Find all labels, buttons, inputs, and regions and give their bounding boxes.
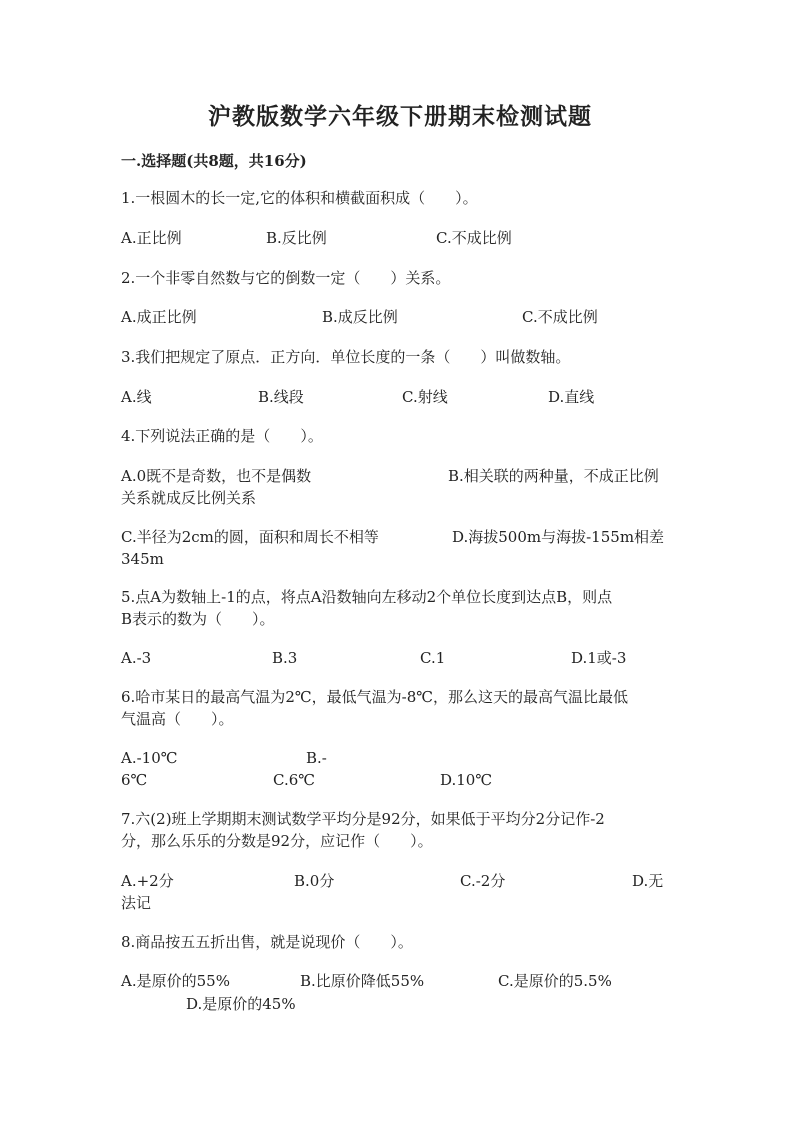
question-8-stem: 8.商品按五五折出售，就是说现价（ ）。 (121, 933, 413, 951)
question-4-option-d: D.海拔500m与海拔-155m相差 (452, 528, 665, 546)
question-1-option-a: A.正比例 (121, 229, 182, 247)
question-8-option-c: C.是原价的5.5% (498, 972, 612, 990)
question-5-option-b: B.3 (272, 649, 298, 667)
question-3-option-c: C.射线 (402, 388, 448, 406)
question-7-stem-line-2: 分，那么乐乐的分数是92分，应记作（ ）。 (121, 832, 433, 850)
question-7-option-b: B.0分 (294, 872, 335, 890)
question-2-option-c: C.不成比例 (522, 308, 598, 326)
question-4-option-c: C.半径为2cm的圆，面积和周长不相等 (121, 528, 379, 546)
question-6-option-b-continued: 6℃ (121, 771, 148, 789)
question-3-option-a: A.线 (121, 388, 152, 406)
question-4-option-a: A.0既不是奇数，也不是偶数 (121, 467, 312, 485)
question-2-stem: 2.一个非零自然数与它的倒数一定（ ）关系。 (121, 269, 451, 287)
question-5-stem-line-1: 5.点A为数轴上-1的点，将点A沿数轴向左移动2个单位长度到达点B，则点 (121, 588, 613, 606)
question-1-option-c: C.不成比例 (436, 229, 512, 247)
question-1-option-b: B.反比例 (266, 229, 327, 247)
question-7-option-a: A.+2分 (121, 872, 174, 890)
question-4-option-b: B.相关联的两种量，不成正比例 (448, 467, 659, 485)
question-3-option-d: D.直线 (548, 388, 595, 406)
question-6-option-c: C.6℃ (273, 771, 316, 789)
question-8-option-a: A.是原价的55% (121, 972, 230, 990)
question-6-option-d: D.10℃ (440, 771, 493, 789)
question-7-option-c: C.-2分 (460, 872, 506, 890)
question-4-stem: 4.下列说法正确的是（ ）。 (121, 427, 323, 445)
question-5-option-d: D.1或-3 (571, 649, 627, 667)
question-8-option-b: B.比原价降低55% (300, 972, 425, 990)
question-7-stem-line-1: 7.六(2)班上学期期末测试数学平均分是92分，如果低于平均分2分记作-2 (121, 810, 605, 828)
question-5-option-a: A.-3 (121, 649, 152, 667)
question-3-option-b: B.线段 (258, 388, 304, 406)
section-heading: 一.选择题(共8题，共16分) (121, 152, 307, 170)
question-1-stem: 1.一根圆木的长一定,它的体积和横截面积成（ ）。 (121, 189, 478, 207)
question-7-option-d: D.无 (632, 872, 664, 890)
question-7-option-d-continued: 法记 (121, 894, 152, 912)
question-2-option-b: B.成反比例 (322, 308, 398, 326)
question-3-stem: 3.我们把规定了原点．正方向．单位长度的一条（ ）叫做数轴。 (121, 348, 571, 366)
page-title: 沪教版数学六年级下册期末检测试题 (208, 103, 592, 130)
question-6-option-b: B.- (306, 749, 327, 767)
question-2-option-a: A.成正比例 (121, 308, 197, 326)
question-5-stem-line-2: B表示的数为（ ）。 (121, 610, 275, 628)
question-4-option-d-continued: 345m (121, 550, 164, 568)
question-5-option-c: C.1 (420, 649, 446, 667)
question-6-stem-line-2: 气温高（ ）。 (121, 710, 234, 728)
question-6-option-a: A.-10℃ (121, 749, 178, 767)
question-4-option-b-continued: 关系就成反比例关系 (121, 489, 257, 507)
question-8-option-d: D.是原价的45% (186, 995, 296, 1013)
question-6-stem-line-1: 6.哈市某日的最高气温为2℃，最低气温为-8℃，那么这天的最高气温比最低 (121, 688, 629, 706)
